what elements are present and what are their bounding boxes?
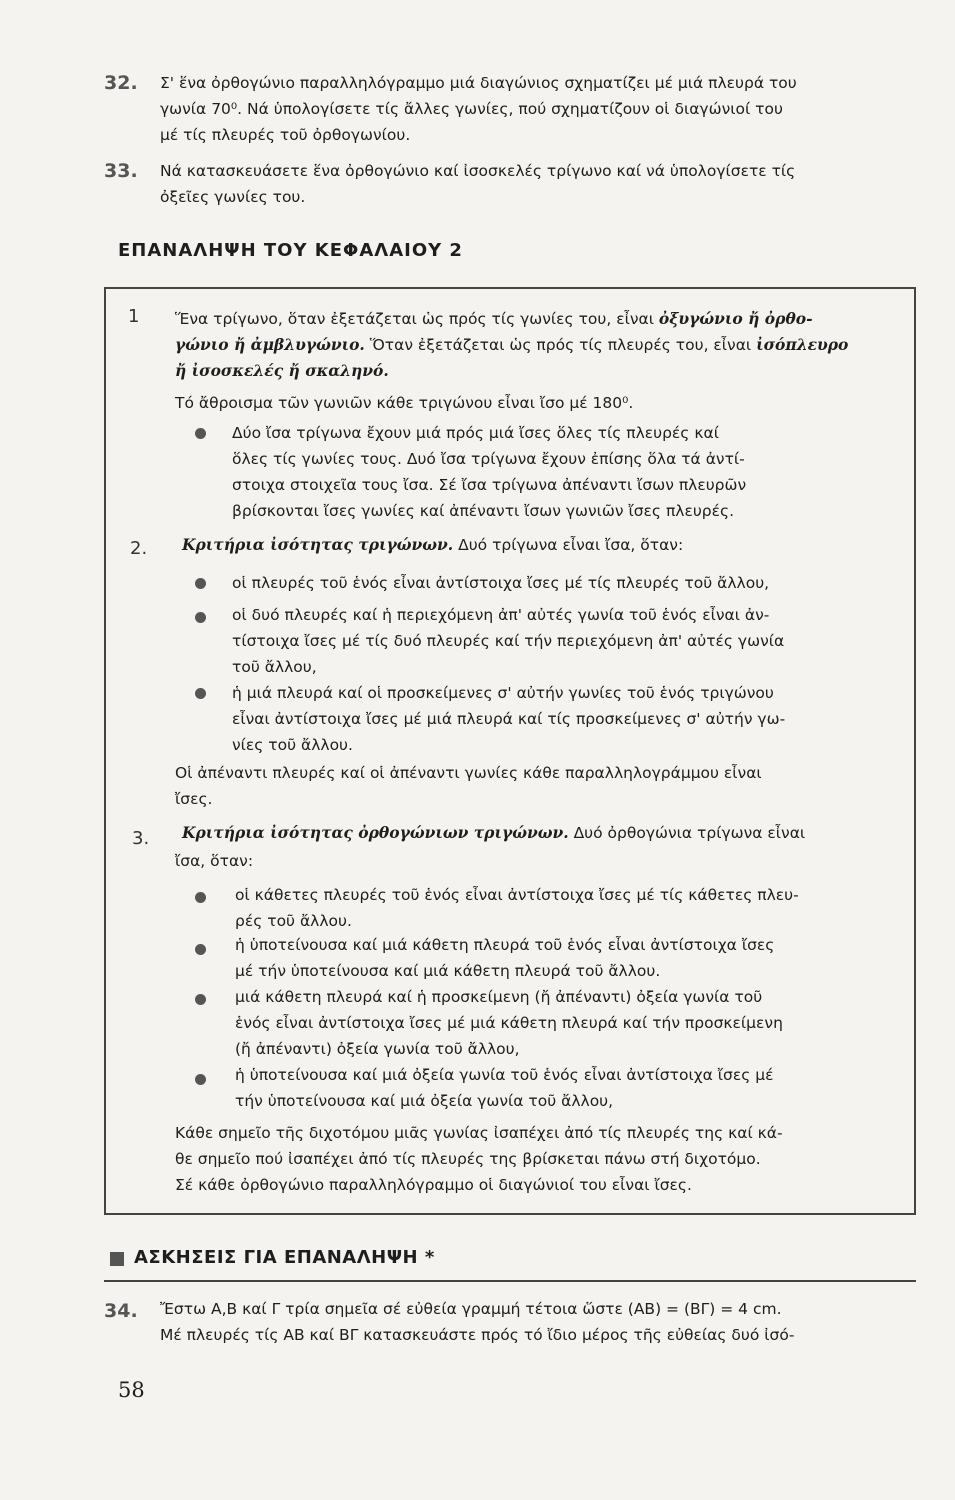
- section-3-criterion-line: τήν ὑποτείνουσα καί μιά ὀξεία γωνία τοῦ ἄλλου,: [235, 1092, 614, 1110]
- section-1-bullet-line: Δύο ἴσα τρίγωνα ἔχουν μιά πρός μιά ἴσες ὅλες τίς πλευρές καί: [232, 424, 719, 442]
- section-1-line: ἤ ἰσοσκελές ἤ σκαληνό.: [175, 361, 389, 380]
- section-3-criterion-line: (ἤ ἀπέναντι) ὀξεία γωνία τοῦ ἄλλου,: [235, 1040, 520, 1058]
- square-bullet-icon: [110, 1252, 124, 1266]
- parallelogram-note: Οἱ ἀπέναντι πλευρές καί οἱ ἀπέναντι γωνίες κάθε παραλληλογράμμου εἶναι: [175, 764, 762, 782]
- section-2-criterion-line: οἱ πλευρές τοῦ ἑνός εἶναι ἀντίστοιχα ἴσες μέ τίς πλευρές τοῦ ἄλλου,: [232, 574, 770, 592]
- bullet-icon: [195, 428, 206, 439]
- problem-33-number: 33.: [104, 160, 138, 182]
- section-3-title: Κριτήρια ἰσότητας ὀρθογώνιων τριγώνων. Δυό ὀρθογώνια τρίγωνα εἶναι: [182, 823, 806, 842]
- problem-32-number: 32.: [104, 72, 138, 94]
- parallelogram-note: ἴσες.: [175, 790, 213, 808]
- problem-32-line: μέ τίς πλευρές τοῦ ὀρθογωνίου.: [160, 126, 411, 144]
- section-2-title: Κριτήρια ἰσότητας τριγώνων. Δυό τρίγωνα εἶναι ἴσα, ὅταν:: [182, 535, 684, 554]
- section-1-number: 1: [128, 306, 140, 327]
- section-2-criterion-line: τίστοιχα ἴσες μέ τίς δυό πλευρές καί τήν περιεχόμενη ἀπ' αὐτές γωνία: [232, 632, 785, 650]
- divider: [104, 1280, 916, 1282]
- problem-33-line: ὀξεῖες γωνίες του.: [160, 188, 306, 206]
- section-3-criterion-line: ἡ ὑποτείνουσα καί μιά κάθετη πλευρά τοῦ ἑνός εἶναι ἀντίστοιχα ἴσες: [235, 936, 775, 954]
- bullet-icon: [195, 688, 206, 699]
- section-3-number: 3.: [132, 828, 150, 849]
- section-3-criterion-line: οἱ κάθετες πλευρές τοῦ ἑνός εἶναι ἀντίστοιχα ἴσες μέ τίς κάθετες πλευ-: [235, 886, 799, 904]
- rectangle-diagonals-note: Σέ κάθε ὀρθογώνιο παραλληλόγραμμο οἱ διαγώνιοί του εἶναι ἴσες.: [175, 1176, 692, 1194]
- bullet-icon: [195, 578, 206, 589]
- problem-34-number: 34.: [104, 1300, 138, 1322]
- section-3-criterion-line: μιά κάθετη πλευρά καί ἡ προσκείμενη (ἤ ἀπέναντι) ὀξεία γωνία τοῦ: [235, 988, 763, 1006]
- section-2-criterion-line: νίες τοῦ ἄλλου.: [232, 736, 353, 754]
- problem-34-line: Μέ πλευρές τίς ΑΒ καί ΒΓ κατασκευάστε πρός τό ἴδιο μέρος τῆς εὐθείας δυό ἰσό-: [160, 1326, 795, 1344]
- section-2-criterion-line: ἡ μιά πλευρά καί οἱ προσκείμενες σ' αὐτήν γωνίες τοῦ ἑνός τριγώνου: [232, 684, 774, 702]
- problem-32-line: Σ' ἕνα ὀρθογώνιο παραλληλόγραμμο μιά διαγώνιος σχηματίζει μέ μιά πλευρά του: [160, 74, 797, 92]
- section-1-line: Ἕνα τρίγωνο, ὅταν ἐξετάζεται ὡς πρός τίς γωνίες του, εἶναι ὀξυγώνιο ἤ ὀρθο-: [175, 309, 813, 328]
- review-heading: ΕΠΑΝΑΛΗΨΗ ΤΟΥ ΚΕΦΑΛΑΙΟΥ 2: [118, 240, 463, 261]
- section-3-criterion-line: ἡ ὑποτείνουσα καί μιά ὀξεία γωνία τοῦ ἑνός εἶναι ἀντίστοιχα ἴσες μέ: [235, 1066, 774, 1084]
- problem-32-line: γωνία 70⁰. Νά ὑπολογίσετε τίς ἄλλες γωνίες, πού σχηματίζουν οἱ διαγώνιοί του: [160, 100, 783, 118]
- section-1-bullet-line: βρίσκονται ἴσες γωνίες καί ἀπέναντι ἴσων γωνιῶν ἴσες πλευρές.: [232, 502, 735, 520]
- section-1-bullet-line: ὅλες τίς γωνίες τους. Δυό ἴσα τρίγωνα ἔχουν ἐπίσης ὅλα τά ἀντί-: [232, 450, 745, 468]
- section-1-sum-statement: Τό ἄθροισμα τῶν γωνιῶν κάθε τριγώνου εἶναι ἴσο μέ 180⁰.: [175, 394, 634, 412]
- bullet-icon: [195, 994, 206, 1005]
- section-2-criterion-line: οἱ δυό πλευρές καί ἡ περιεχόμενη ἀπ' αὐτές γωνία τοῦ ἑνός εἶναι ἀν-: [232, 606, 770, 624]
- problem-34-line: Ἔστω Α,Β καί Γ τρία σημεῖα σέ εὐθεία γραμμή τέτοια ὥστε (ΑΒ) = (ΒΓ) = 4 cm.: [160, 1300, 782, 1318]
- exercises-heading: ΑΣΚΗΣΕΙΣ ΓΙΑ ΕΠΑΝΑΛΗΨΗ *: [134, 1247, 435, 1268]
- section-3-criterion-line: ἑνός εἶναι ἀντίστοιχα ἴσες μέ μιά κάθετη πλευρά καί τήν προσκείμενη: [235, 1014, 783, 1032]
- section-1-bullet-line: στοιχα στοιχεῖα τους ἴσα. Σέ ἴσα τρίγωνα ἀπέναντι ἴσων πλευρῶν: [232, 476, 747, 494]
- bullet-icon: [195, 944, 206, 955]
- section-2-criterion-line: τοῦ ἄλλου,: [232, 658, 317, 676]
- section-2-number: 2.: [130, 538, 148, 559]
- section-3-criterion-line: μέ τήν ὑποτείνουσα καί μιά κάθετη πλευρά τοῦ ἄλλου.: [235, 962, 661, 980]
- section-3-intro: ἴσα, ὅταν:: [175, 852, 254, 870]
- bisector-note: θε σημεῖο πού ἰσαπέχει ἀπό τίς πλευρές της βρίσκεται πάνω στή διχοτόμο.: [175, 1150, 761, 1168]
- bisector-note: Κάθε σημεῖο τῆς διχοτόμου μιᾶς γωνίας ἰσαπέχει ἀπό τίς πλευρές της καί κά-: [175, 1124, 783, 1142]
- bullet-icon: [195, 612, 206, 623]
- page-number: 58: [118, 1378, 145, 1402]
- section-3-criterion-line: ρές τοῦ ἄλλου.: [235, 912, 352, 930]
- problem-33-line: Νά κατασκευάσετε ἕνα ὀρθογώνιο καί ἰσοσκελές τρίγωνο καί νά ὑπολογίσετε τίς: [160, 162, 796, 180]
- bullet-icon: [195, 1074, 206, 1085]
- section-2-criterion-line: εἶναι ἀντίστοιχα ἴσες μέ μιά πλευρά καί τίς προσκείμενες σ' αὐτήν γω-: [232, 710, 786, 728]
- bullet-icon: [195, 892, 206, 903]
- section-1-line: γώνιο ἤ ἀμβλυγώνιο. Ὅταν ἐξετάζεται ὡς πρός τίς πλευρές του, εἶναι ἰσόπλευρο: [175, 335, 849, 354]
